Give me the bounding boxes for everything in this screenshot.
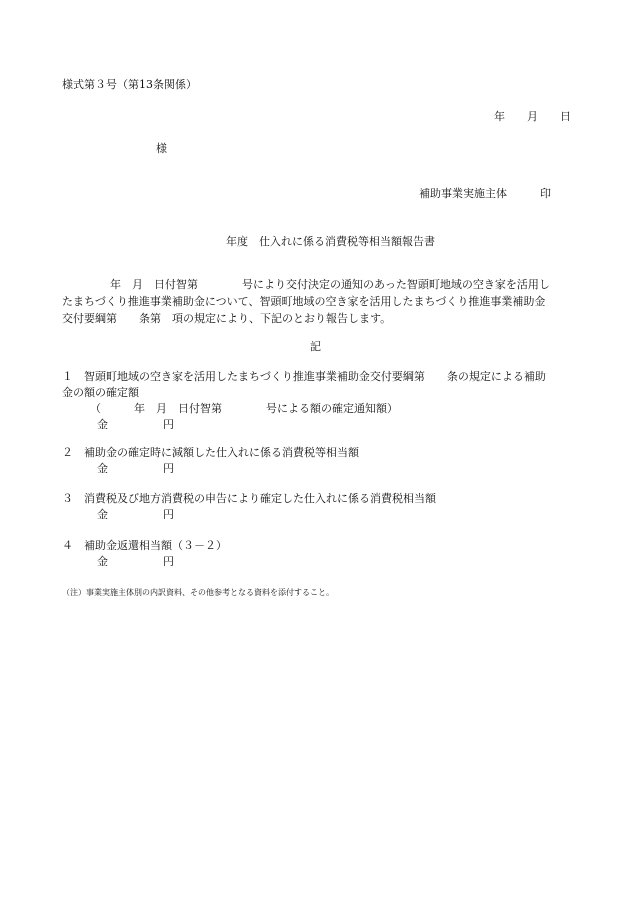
intro-line-1: 年 月 日付智第 号により交付決定の通知のあった智頭町地域の空き家を活用し [110,278,550,291]
item-1-heading: １ 智頭町地域の空き家を活用したまちづくり推進事業補助金交付要綱第 条の規定による補助 [62,370,546,383]
item-1-notice-reference: （ 年 月 日付智第 号による額の確定通知額） [90,402,398,415]
date-line: 年 月 日 [494,110,571,123]
attachment-note: （注）事業実施主体別の内訳資料、その他参考となる資料を添付すること。 [62,588,334,597]
item-3-amount: 金 円 [97,508,174,521]
item-1-continuation: 金の額の確定額 [62,386,139,399]
item-4-amount: 金 円 [97,555,174,568]
form-number: 様式第３号（第13条関係） [62,78,197,91]
item-3-heading: ３ 消費税及び地方消費税の申告により確定した仕入れに係る消費税相当額 [62,492,436,505]
intro-line-3: 交付要綱第 条第 項の規定により、下記のとおり報告します。 [62,312,392,325]
item-2-heading: ２ 補助金の確定時に減額した仕入れに係る消費税等相当額 [62,446,359,459]
document-title: 年度 仕入れに係る消費税等相当額報告書 [226,235,435,248]
item-4-heading: ４ 補助金返還相当額（３－２） [62,539,227,552]
applicant-line: 補助事業実施主体 印 [419,187,551,200]
ki-heading: 記 [310,340,321,353]
intro-line-2: たまちづくり推進事業補助金について、智頭町地域の空き家を活用したまちづくり推進事業補助金 [62,295,546,308]
recipient-line: 様 [156,142,167,155]
item-1-amount: 金 円 [97,418,174,431]
item-2-amount: 金 円 [97,462,174,475]
